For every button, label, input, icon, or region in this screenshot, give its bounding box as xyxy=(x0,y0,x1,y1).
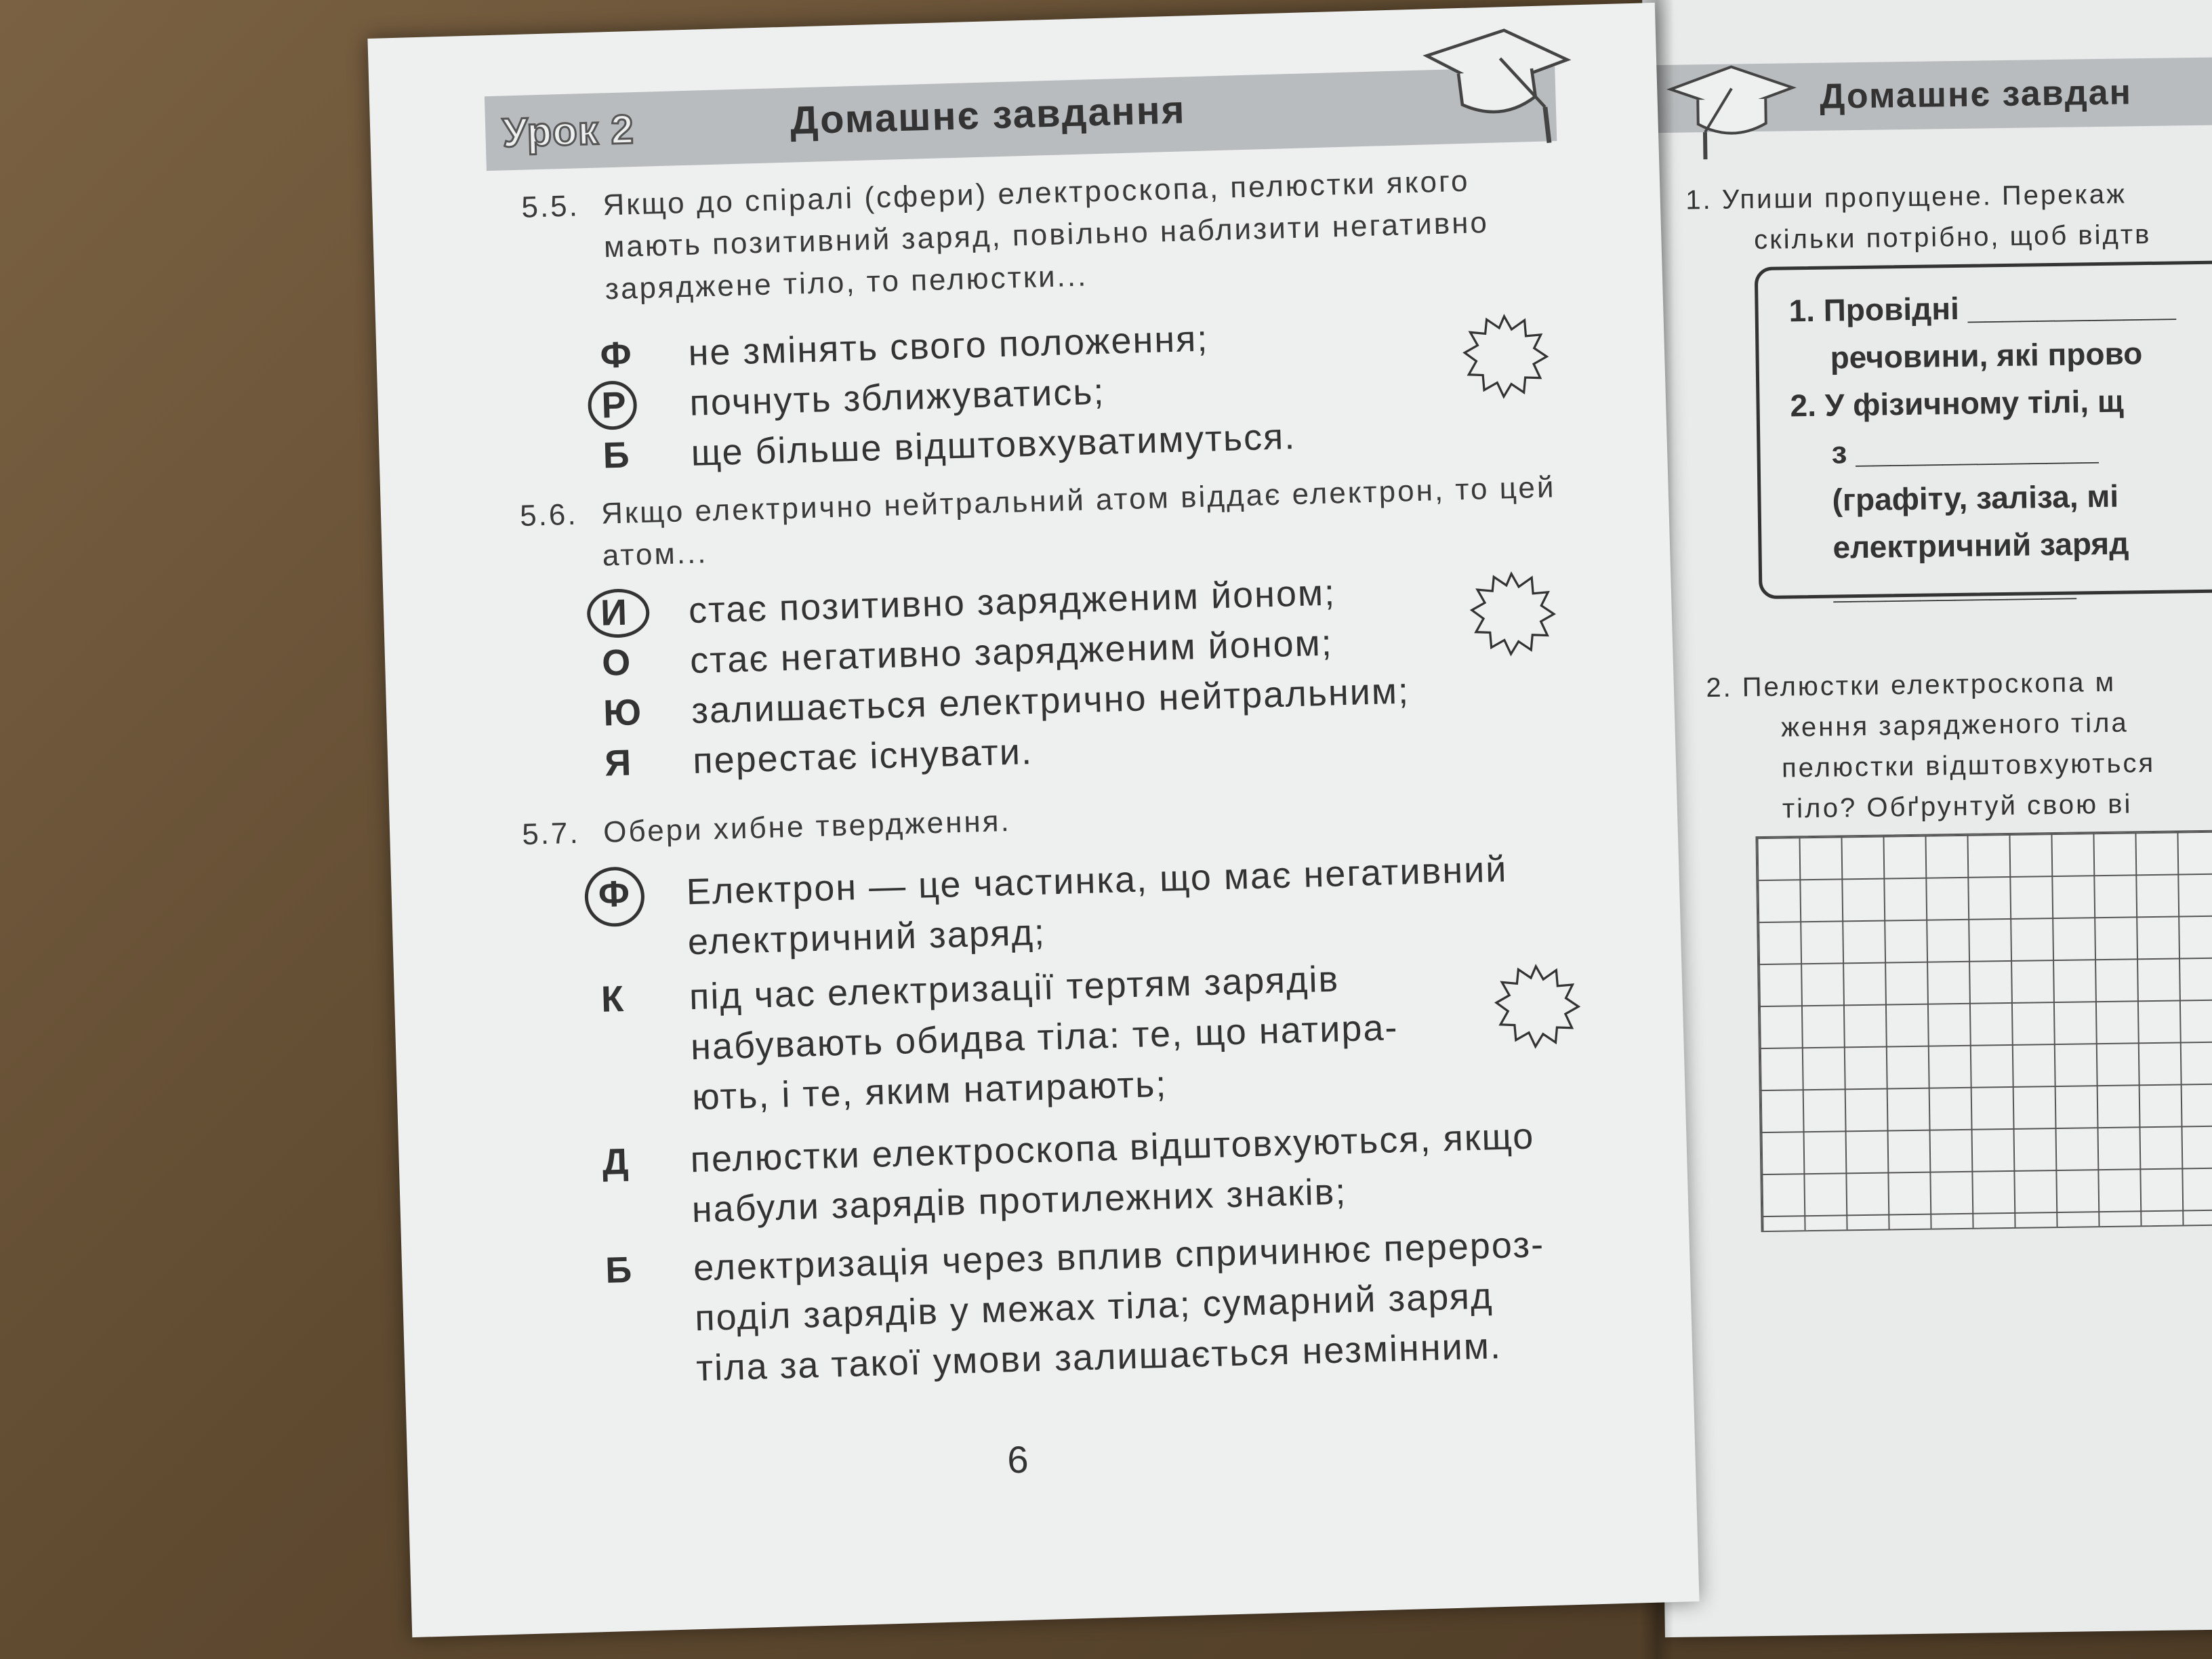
option-letter: Д xyxy=(602,1141,631,1183)
option-5-7-d[interactable] xyxy=(602,1109,1621,1237)
right-q2-line-1: 2. Пелюстки електроскопа м xyxy=(1706,667,2116,703)
answer-star-icon xyxy=(1460,311,1551,402)
option-text: стає негативно зарядженим йоном; xyxy=(689,622,1334,682)
option-letter: Б xyxy=(605,1249,634,1291)
option-5-7-k[interactable] xyxy=(600,950,1486,1125)
option-text: не змінять свого положення; xyxy=(687,318,1210,373)
answer-grid xyxy=(1755,830,2212,1233)
option-text-line: електризація через вплив спричинює перероз- xyxy=(693,1224,1545,1289)
question-text-line: заряджене тіло, то пелюстки... xyxy=(605,259,1088,306)
right-q1-line-1: 1. Упиши пропущене. Перекаж xyxy=(1685,179,2127,216)
option-letter: Р xyxy=(600,384,628,426)
box-line: ______________ xyxy=(1832,567,2076,606)
option-text-line: набувають обидва тіла: те, що натира- xyxy=(690,1007,1399,1068)
box-line: електричний заряд xyxy=(1832,525,2129,565)
option-letter: К xyxy=(600,978,626,1020)
option-text: залишається електрично нейтральним; xyxy=(691,670,1410,732)
option-text-line: електричний заряд; xyxy=(687,912,1046,963)
question-text-line: Обери хибне твердження. xyxy=(602,804,1012,849)
option-text: стає позитивно зарядженим йоном; xyxy=(688,572,1336,632)
option-letter: О xyxy=(601,642,633,684)
answer-star-icon xyxy=(1467,568,1558,659)
box-line: 1. Провідні ____________ xyxy=(1788,287,2176,329)
right-q2-line-4: тіло? Обґрунтуй свою ві xyxy=(1782,789,2133,824)
graduation-cap-icon xyxy=(1418,5,1578,165)
question-5-5 xyxy=(521,157,1575,312)
left-page xyxy=(367,3,1699,1637)
option-text-line: набули зарядів протилежних знаків; xyxy=(691,1171,1348,1231)
option-text: ще більше відштовхуватимуться. xyxy=(690,415,1296,474)
option-text-line: Електрон — це частинка, що має негативний xyxy=(685,848,1509,913)
right-q2-line-3: пелюстки відштовхуються xyxy=(1781,747,2156,783)
answer-star-icon xyxy=(1492,961,1582,1052)
option-text-line: поділ зарядів у межах тіла; сумарний заряд xyxy=(694,1275,1494,1339)
option-text: почнуть зближуватись; xyxy=(689,371,1106,424)
option-letter: Ю xyxy=(602,692,643,734)
box-line: (графіту, заліза, мі xyxy=(1832,478,2119,518)
question-5-7 xyxy=(521,785,1579,857)
header-title: Домашнє завдання xyxy=(790,87,1187,143)
option-letter: Б xyxy=(602,434,632,476)
option-text-line: під час електризації тертям зарядів xyxy=(689,958,1340,1018)
option-text: перестає існувати. xyxy=(692,731,1033,781)
right-q2-line-2: ження зарядженого тіла xyxy=(1780,708,2129,743)
option-letter: И xyxy=(600,592,629,634)
question-number: 5.6. xyxy=(519,497,579,533)
question-text-line: мають позитивний заряд, повільно наблизити негативно xyxy=(603,205,1490,264)
option-letter: Я xyxy=(604,742,634,784)
box-line: 2. У фізичному тілі, щ xyxy=(1790,383,2125,424)
question-5-6 xyxy=(519,466,1578,579)
graduation-cap-icon xyxy=(1663,36,1801,173)
option-text-line: ють, і те, яким натирають; xyxy=(691,1063,1168,1118)
right-page xyxy=(1642,0,2212,1637)
page-number: 6 xyxy=(1006,1437,1029,1481)
question-text-line: Якщо електрично нейтральний атом віддає електрон, то цей xyxy=(600,470,1557,531)
box-line: з ______________ xyxy=(1831,431,2099,470)
question-number: 5.5. xyxy=(520,189,580,224)
question-text-line: атом... xyxy=(602,536,709,573)
option-letter: Ф xyxy=(597,873,632,915)
lesson-label: Урок 2 xyxy=(501,106,635,156)
option-5-7-b[interactable] xyxy=(605,1216,1639,1395)
right-header-title: Домашнє завдан xyxy=(1819,73,2133,117)
option-text-line: пелюстки електроскопа відштовхуються, якщо xyxy=(689,1115,1536,1181)
right-q1-line-2: скільки потрібно, щоб відтв xyxy=(1753,219,2152,255)
question-number: 5.7. xyxy=(521,816,581,852)
box-line: речовини, які прово xyxy=(1830,335,2143,375)
question-text-line: Якщо до спіралі (сфери) електроскопа, пелюстки якого xyxy=(602,164,1471,222)
option-letter: Ф xyxy=(599,334,634,376)
option-text-line: тіла за такої умови залишається незмінним. xyxy=(695,1326,1502,1389)
